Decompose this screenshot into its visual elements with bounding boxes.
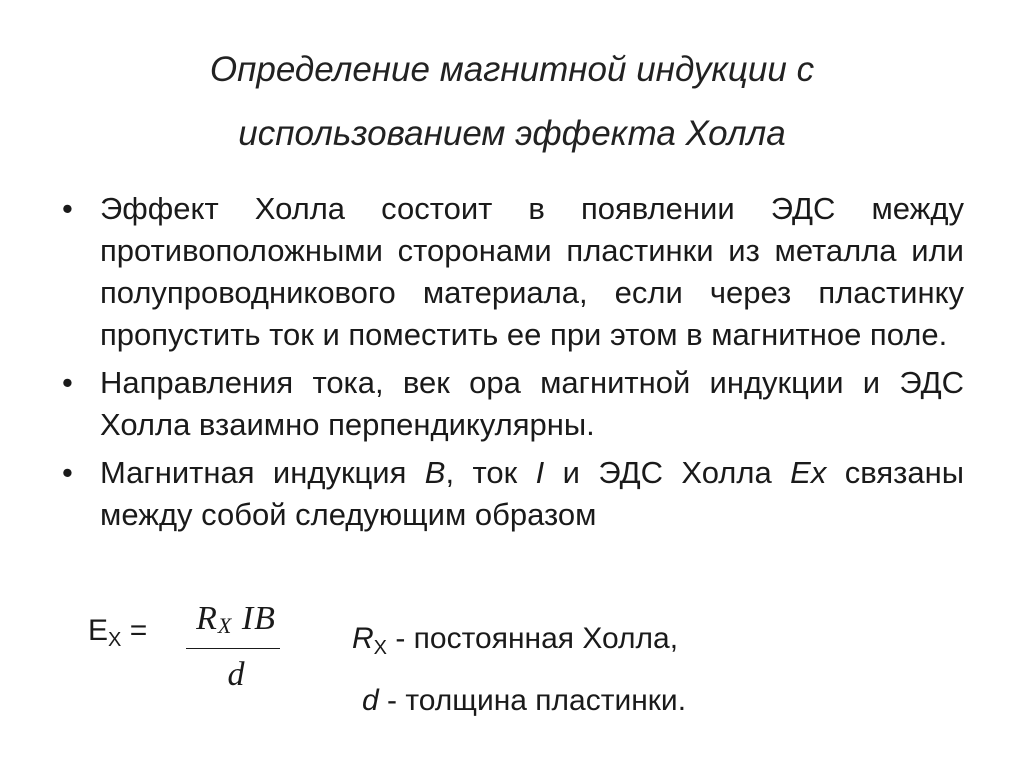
bullet-text-part: Магнитная индукция xyxy=(100,455,425,490)
legend-subscript: X xyxy=(373,637,388,659)
numerator-ib: IB xyxy=(232,600,276,637)
bullet-item xyxy=(60,188,964,356)
slide-title xyxy=(60,38,964,166)
title-line-2: использованием эффекта Холла xyxy=(238,114,786,153)
bullet-icon: • xyxy=(62,455,73,490)
bullet-text: Направления тока, век ора магнитной индукции и ЭДС Холла взаимно перпендикулярны. xyxy=(100,365,964,442)
legend-symbol-d: d xyxy=(362,684,379,717)
legend-symbol-r: R xyxy=(352,622,374,655)
fraction-numerator xyxy=(188,600,284,639)
legend-text: - постоянная Холла, xyxy=(387,622,679,655)
numerator-subscript: X xyxy=(217,613,233,638)
bullet-icon: • xyxy=(62,365,73,400)
symbol-i: I xyxy=(535,455,545,490)
lhs-subscript: X xyxy=(108,629,122,651)
formula-lhs xyxy=(88,614,147,652)
bullet-text-part: и ЭДС Холла xyxy=(544,455,791,490)
legend-text: - толщина пластинки. xyxy=(378,684,687,717)
equals-sign: = xyxy=(121,614,148,647)
bullet-text-part: связаны между собой следующим образом xyxy=(100,455,965,532)
symbol-ex: Ex xyxy=(790,455,827,490)
fraction-denominator: d xyxy=(227,656,245,693)
numerator-r: R xyxy=(196,600,218,637)
bullet-text: Эффект Холла состоит в появлении ЭДС между противоположными сторонами пластинки из металла или полупроводникового материала, если через пластинку пропустить ток и поместить ее при этом в магнитное поле. xyxy=(100,191,964,352)
fraction-bar xyxy=(186,648,280,649)
bullet-list xyxy=(60,188,964,542)
bullet-item xyxy=(60,452,964,536)
legend-thickness xyxy=(362,684,686,718)
title-line-1: Определение магнитной индукции с xyxy=(209,50,815,89)
bullet-item xyxy=(60,362,964,446)
bullet-text-part: , ток xyxy=(445,455,536,490)
symbol-b: B xyxy=(424,455,446,490)
lhs-base: E xyxy=(88,614,109,647)
bullet-icon: • xyxy=(62,191,73,226)
legend-hall-constant xyxy=(352,622,678,660)
